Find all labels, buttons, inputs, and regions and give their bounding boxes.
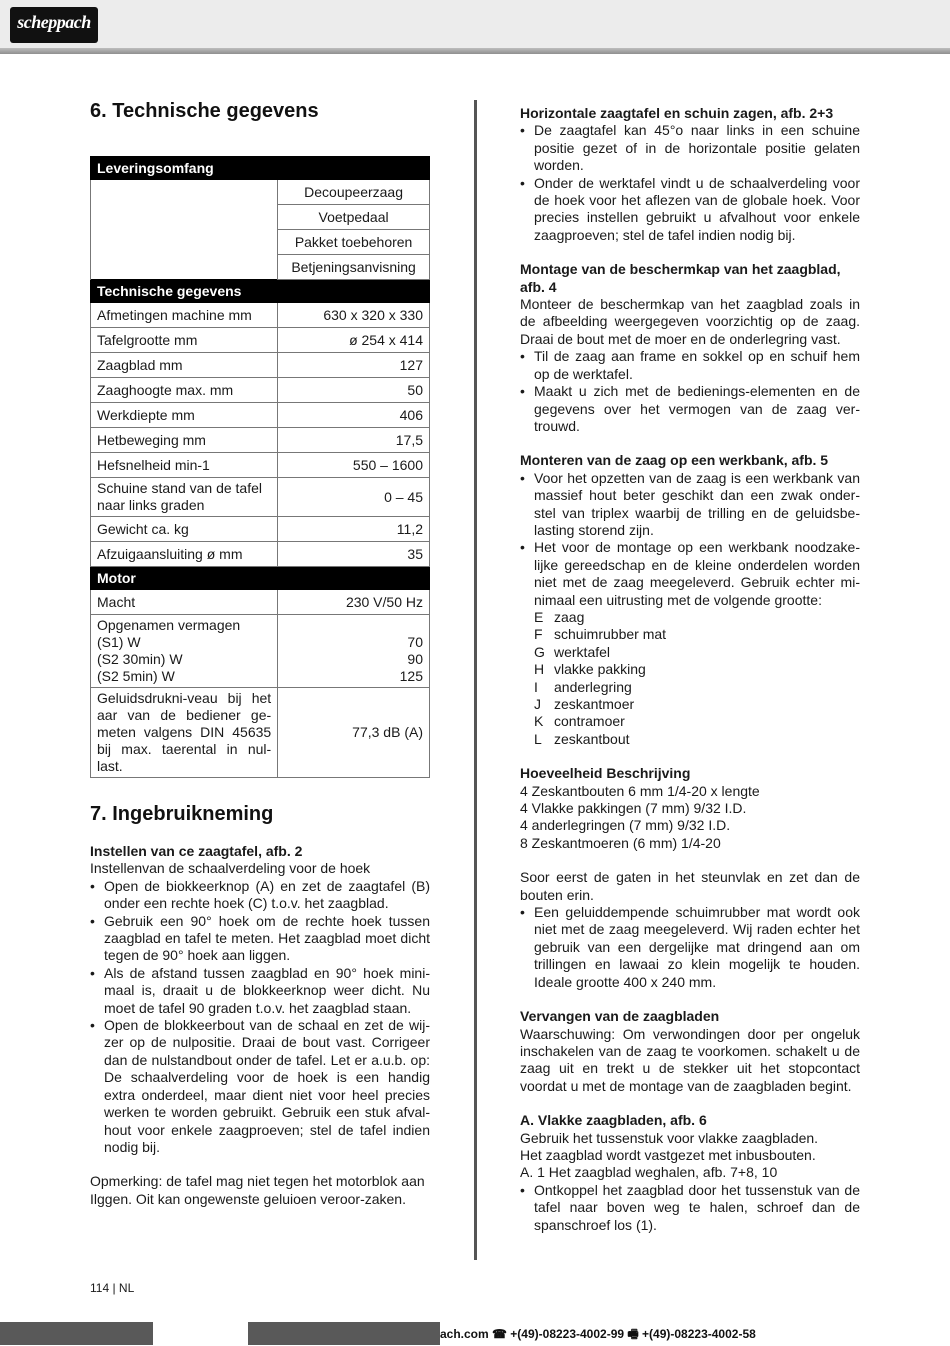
table-section-tech: Technische gegevens [91,280,430,303]
parts-item [520,696,860,713]
right-column-text [520,105,860,1234]
bullet-list [520,348,860,435]
parts-list [520,609,860,748]
spec-label: Geluidsdrukni-veau bij het aar van de bediener ge-meten valgens DIN 45635 bij max. taerental in nul-last. [91,688,278,778]
spec-label: Schuine stand van de tafel naar links graden [91,478,278,517]
opg-value: 70 [407,634,423,650]
parts-item [520,626,860,643]
parts-value: contramoer [554,713,625,730]
paragraph: Monteer de beschermkap van het zaagblad zoals in de afbeelding weergegeven voorzichtig op de zaag. Draai de bout met de moer en de onderlegring vast. [520,296,860,347]
bullet-item: • Voor het opzetten van de zaag is een werkbank van massief hout beter geschikt dan een zwak onder-stel van triplex waarbij de trilling en de geluidsbe-lasting storend zijn. [520,470,860,540]
qty-line: 4 anderlegringen (7 mm) 9/32 I.D. [520,817,731,834]
parts-key: E [534,608,544,625]
parts-key: F [534,626,543,643]
table-section-levering: Leveringsomfang [91,157,430,180]
bullet-item: • Maakt u zich met de bedienings-elementen en de gegevens over het vermogen van de zaag ver-trouwd. [520,383,860,435]
parts-key: G [534,643,545,660]
table-empty-cell [91,180,278,280]
footer-bar [0,1322,153,1345]
spec-label: Macht [91,590,278,615]
levering-item: Decoupeerzaag [278,180,430,205]
spec-label: Gewicht ca. kg [91,517,278,542]
bullet-item: • Open de blokkeerbout van de schaal en zet de wij-zer op de nulpositie. Draai de bout vast. Corrigeer dan de nulstandbout onder de tafel. Let er a.u.b. op: De schaalverdeling voor de hoek is een handig extra onderdeel, maar dient niet voor heel precies werken te worden gebruikt. Gebruik een stuk afval-hout voor enkele zaagproeven; stel de tafel indien nodig bij. [90,1017,430,1156]
parts-value: schuimrubber mat [554,626,667,643]
section-6-title: 6. Technische gegevens [90,100,319,122]
left-column-text [90,843,430,1208]
paragraph: Soor eerst de gaten in het steunvlak en zet dan de bouten erin. [520,869,860,903]
spec-table [90,156,430,778]
opg-line: (S1) W [97,634,141,650]
qty-line: 4 Zeskantbouten 6 mm 1/4-20 x lengte [520,782,760,799]
subheading: Monteren van de zaag op een werkbank, afb. 5 [520,452,829,469]
subheading: Vervangen van de zaagbladen [520,1008,720,1025]
paragraph: Instellenvan de schaalverdeling voor de hoek [90,860,371,877]
spec-label-multiline [91,615,278,688]
opg-line: (S2 5min) W [97,668,175,684]
spec-label: Tafelgrootte mm [91,328,278,353]
page-number: 114 | NL [90,1281,135,1295]
subheading: A. Vlakke zaagbladen, afb. 6 [520,1112,707,1129]
parts-value: zeskantmoer [554,696,635,712]
parts-value: zeskantbout [554,730,630,747]
spec-label: Zaaghoogte max. mm [91,378,278,403]
opg-line: (S2 30min) W [97,651,183,667]
parts-key: I [534,678,538,695]
spec-value: ø 254 x 414 [278,328,430,353]
parts-key: L [534,730,542,747]
spec-label: Werkdiepte mm [91,403,278,428]
parts-item [520,661,860,678]
spec-label: Zaagblad mm [91,353,278,378]
bullet-list [520,904,860,991]
bullet-list [520,122,860,244]
header-rule [0,48,950,54]
spec-value: 0 – 45 [278,478,430,517]
bullet-item: • Til de zaag aan frame en sokkel op en schuif hem op de werktafel. [520,348,860,383]
subheading: Hoeveelheid Beschrijving [520,765,691,782]
parts-item [520,713,860,730]
spec-value: 230 V/50 Hz [278,590,430,615]
paragraph: Het zaagblad wordt vastgezet met inbusbouten. [520,1146,816,1163]
section-7-title: 7. Ingebruikneming [90,803,274,825]
bullet-item: • Als de afstand tussen zaagblad en 90° hoek mini-maal is, draait u de blokkeerknop weer dicht. Nu moet de tafel 90 graden t.o.v. het zaagblad staan. [90,965,430,1017]
spec-value: 406 [278,403,430,428]
parts-item [520,679,860,696]
spec-value: 35 [278,542,430,567]
spec-label: Afzuigaansluiting ø mm [91,542,278,567]
spec-value: 50 [278,378,430,403]
bullet-item: • Onder de werktafel vindt u de schaalverdeling voor de hoek voor het aflezen van de globale hoek. Voor precies instellen gebruikt u afvalhout voor enkele zaagproeven; stel de tafel indien nodig bij. [520,175,860,245]
footer-contact: ach.com ☎ +(49)-08223-4002-99 🖷 +(49)-08223-4002-58 [440,1327,756,1341]
page-footer [0,1322,950,1345]
qty-line: 8 Zeskantmoeren (6 mm) 1/4-20 [520,834,721,851]
parts-key: K [534,713,544,730]
opg-value: 90 [407,651,423,667]
opg-line: Opgenamen vermagen [97,617,241,633]
parts-value: anderlegring [554,678,632,695]
bullet-list [520,470,860,609]
brand-logo-text: scheppach [17,12,91,32]
warning-paragraph: Waarschuwing: Om verwondingen door per ongeluk inschakelen van de zaag te voorkomen. schakelt u de zaag uit en trekt u de stekker uit het stopcontact voordat u met de montage van de zaagbladen begint. [520,1025,860,1094]
parts-key: H [534,661,545,678]
footer-bar [248,1322,440,1345]
parts-key: J [534,696,541,712]
spec-value-multiline [278,615,430,688]
spec-label: Hefsnelheid min-1 [91,453,278,478]
spec-value: 11,2 [278,517,430,542]
bullet-item: • Het voor de montage op een werkbank noodzake-lijke gereedschap en de kleine onderdelen worden niet met de zaag meegeleverd. Gebruik echter mi-nimaal een uitrusting met de volgende grootte: [520,539,860,609]
bullet-item: • De zaagtafel kan 45°o naar links in een schuine positie gezet of in de horizontale positie gelaten worden. [520,122,860,174]
bullet-list [520,1182,860,1234]
parts-value: werktafel [554,643,611,660]
spec-label: Hetbeweging mm [91,428,278,453]
column-divider [474,100,477,1260]
page-header [0,0,950,50]
bullet-item: • Een geluiddempende schuimrubber mat wordt ook niet met de zaag meegeleverd. Wij raden echter het gebruik van een dergelijke mat dringend aan om trillingen en lawaai zo klein mogelijk te houden. Ideale grootte 400 x 240 mm. [520,904,860,991]
subheading: Instellen van ce zaagtafel, afb. 2 [90,843,303,859]
note-paragraph: Opmerking: de tafel mag niet tegen het motorblok aan Ilggen. Oit kan ongewenste geluioen veroor-zaken. [90,1173,425,1207]
spec-label: Afmetingen machine mm [91,303,278,328]
spec-value: 127 [278,353,430,378]
brand-logo [10,7,98,43]
bullet-item: • Gebruik een 90° hoek om de rechte hoek tussen zaagblad en tafel te meten. Het zaagblad moet dicht tegen de 90° hoek aan liggen. [90,913,430,965]
parts-value: vlakke pakking [554,661,646,678]
bullet-list [90,878,430,1157]
subheading: Horizontale zaagtafel en schuin zagen, afb. 2+3 [520,105,834,121]
qty-line: 4 Vlakke pakkingen (7 mm) 9/32 I.D. [520,800,747,817]
parts-item [520,609,860,626]
spec-value: 17,5 [278,428,430,453]
bullet-item: • Open de biokkeerknop (A) en zet de zaagtafel (B) onder een rechte hoek (C) t.o.v. het zaagblad. [90,878,430,913]
spec-value: 550 – 1600 [278,453,430,478]
opg-value: 125 [399,668,423,684]
parts-item [520,644,860,661]
paragraph: Gebruik het tussenstuk voor vlakke zaagbladen. [520,1129,819,1146]
parts-value: zaag [554,608,585,625]
spec-value: 630 x 320 x 330 [278,303,430,328]
bullet-item: • Ontkoppel het zaagblad door het tussenstuk van de tafel naar boven weg te halen, schroef dan de spanschroef los (1). [520,1182,860,1234]
subheading: Montage van de beschermkap van het zaagblad, afb. 4 [520,261,841,295]
paragraph: A. 1 Het zaagblad weghalen, afb. 7+8, 10 [520,1164,778,1181]
spec-value: 77,3 dB (A) [278,688,430,778]
levering-item: Voetpedaal [278,205,430,230]
levering-item: Pakket toebehoren [278,230,430,255]
table-section-motor: Motor [91,567,430,590]
parts-item [520,731,860,748]
levering-item: Betjeningsanvisning [278,255,430,280]
